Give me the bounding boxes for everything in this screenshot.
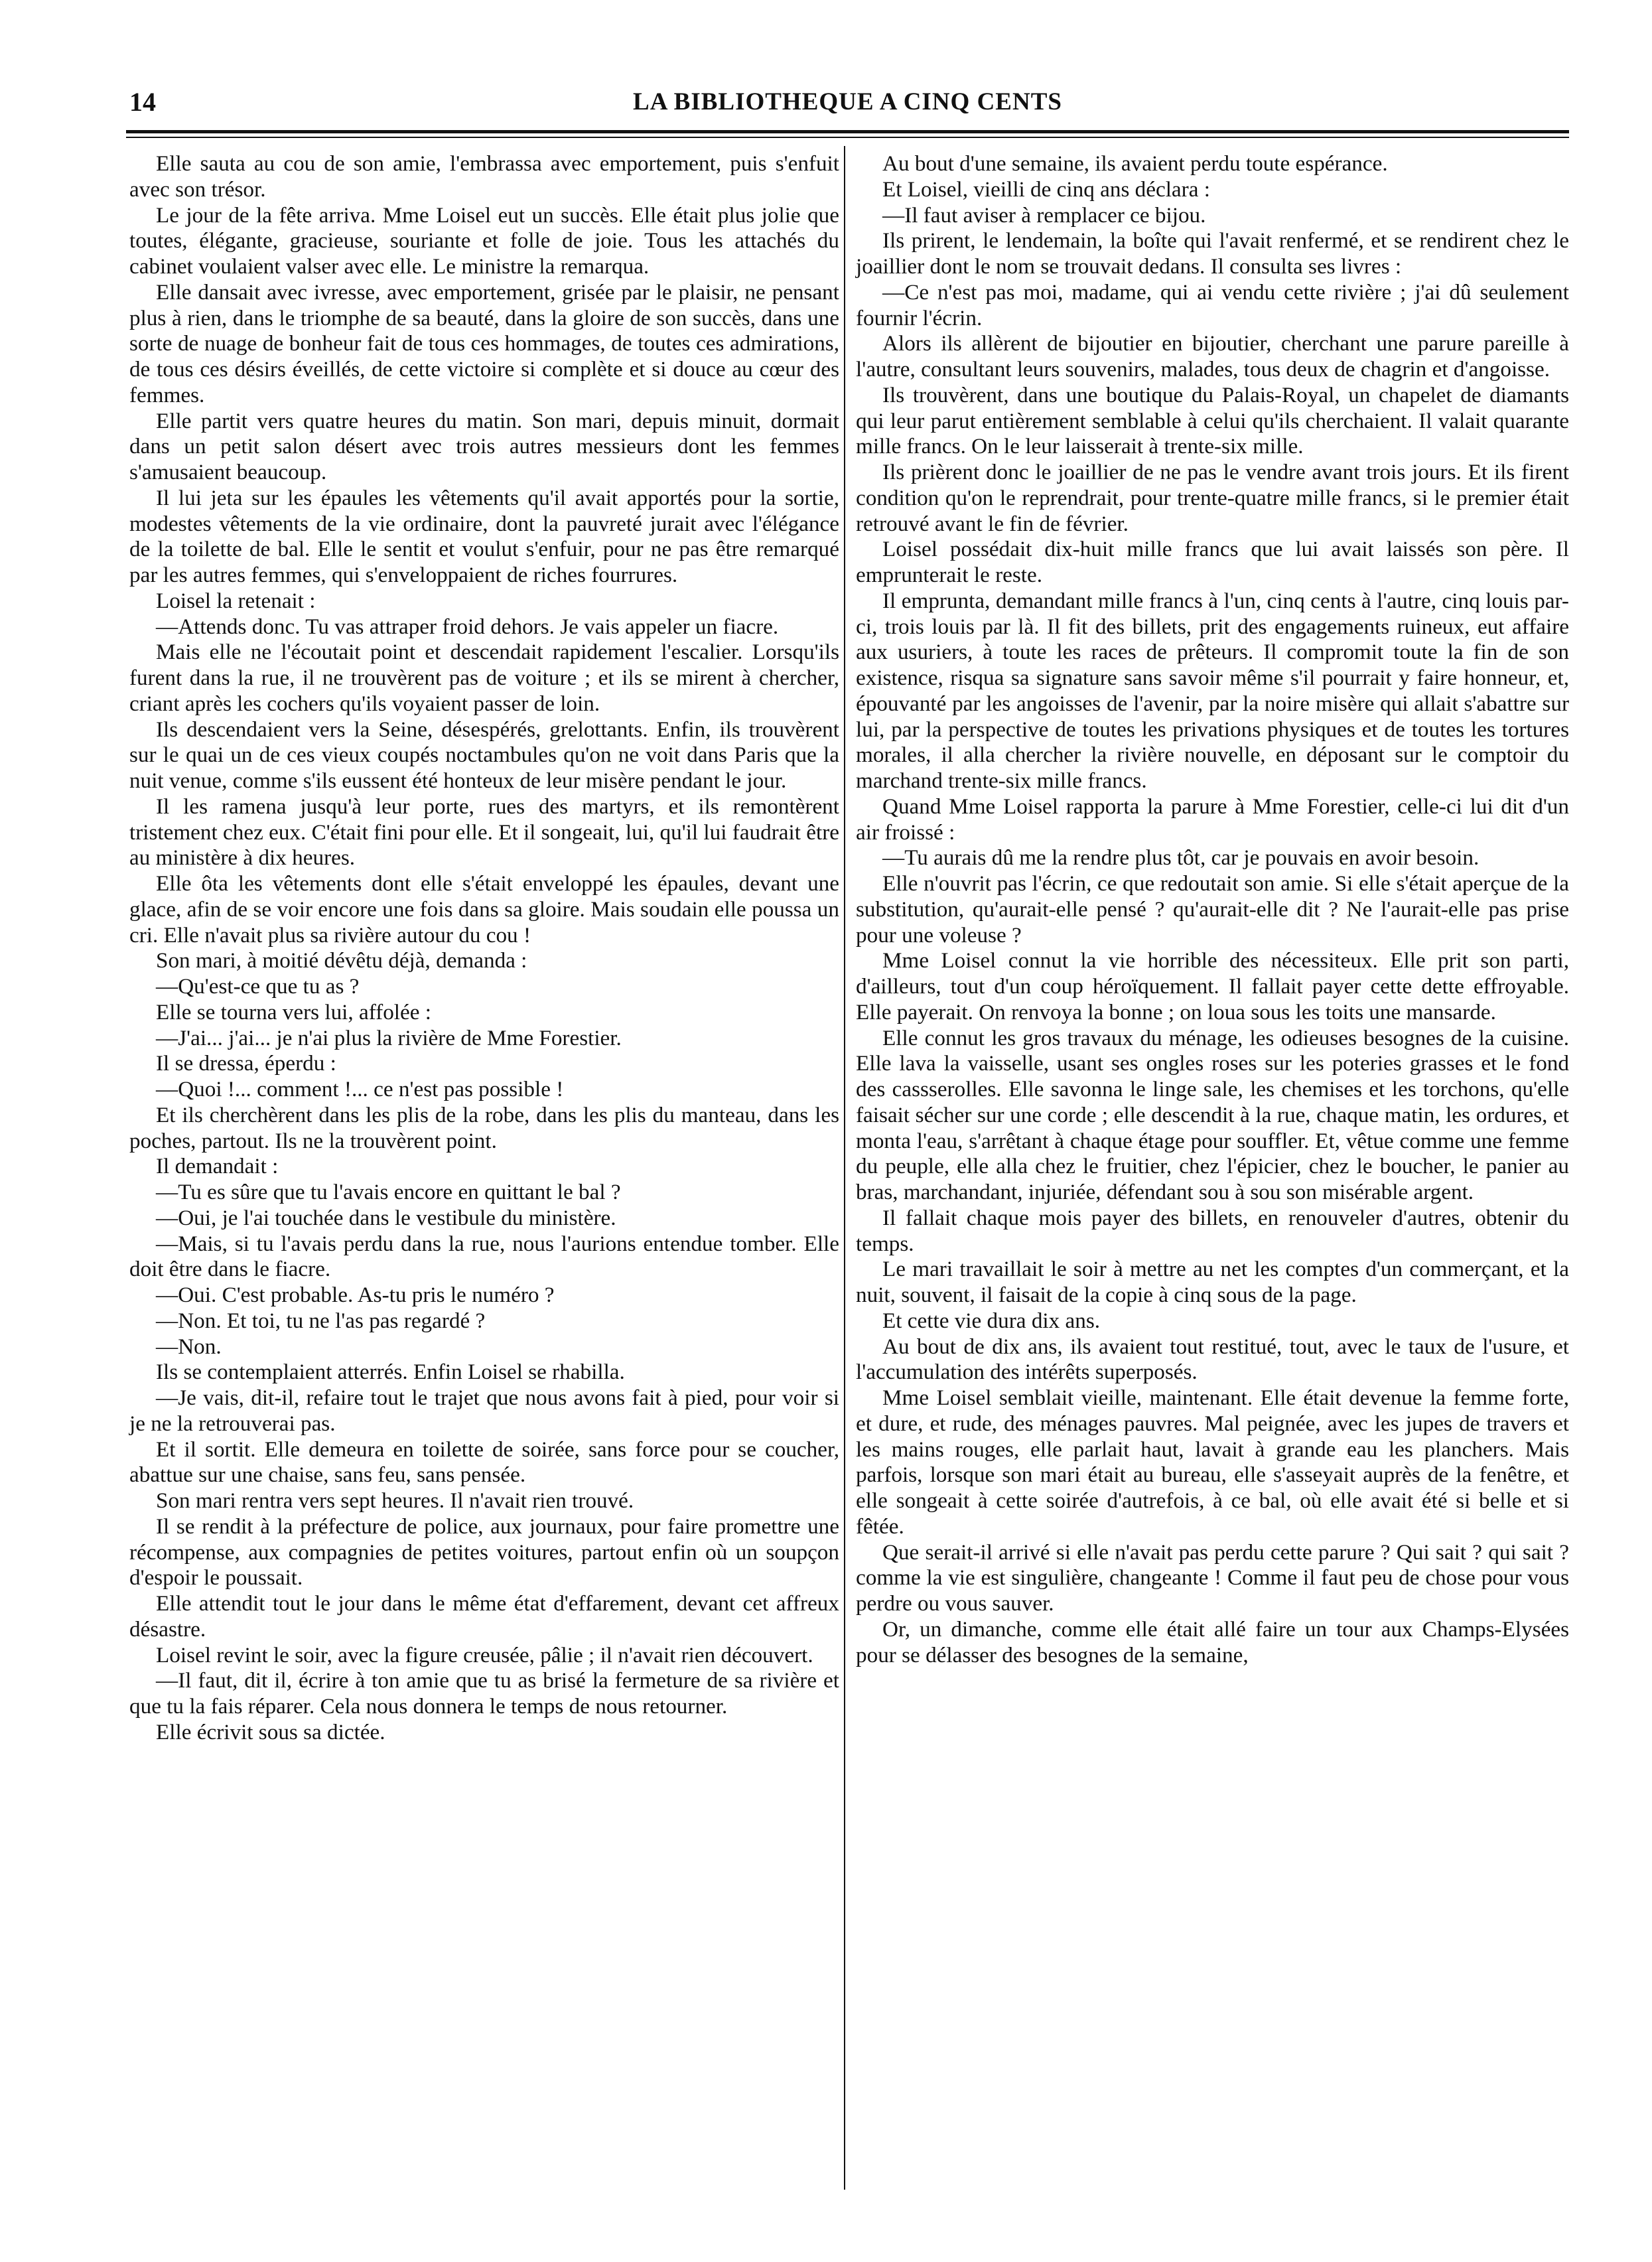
paragraph: Elle partit vers quatre heures du matin. Son mari, depuis minuit, dormait dans un petit salon désert avec trois autres messieurs dont les femmes s'amusaient beaucoup.	[129, 408, 839, 484]
paragraph: Mais elle ne l'écoutait point et descendait rapidement l'escalier. Lorsqu'ils furent dans la rue, il ne trouvèrent pas de voiture ; et ils se mirent à chercher, criant après les cochers qu'ils voyaient passer de loin.	[129, 640, 839, 716]
right-column	[856, 151, 1569, 1668]
paragraph: Elle ôta les vêtements dont elle s'était enveloppé les épaules, devant une glace, afin de se voir encore une fois dans sa gloire. Mais soudain elle poussa un cri. Elle n'avait plus sa rivière autour du cou !	[129, 871, 839, 948]
paragraph: Ils se contemplaient atterrés. Enfin Loisel se rhabilla.	[156, 1360, 625, 1385]
paragraph: Le mari travaillait le soir à mettre au net les comptes d'un commerçant, et la nuit, souvent, il faisait de la copie à cinq sous de la page.	[856, 1257, 1569, 1307]
paragraph: Ils prirent, le lendemain, la boîte qui l'avait renfermé, et se rendirent chez le joaillier dont le nom se trouvait dedans. Il consulta ses livres :	[856, 228, 1569, 279]
page-header	[129, 86, 1566, 126]
paragraph: Il lui jeta sur les épaules les vêtements qu'il avait apportés pour la sortie, modestes vêtements de la vie ordinaire, dont la pauvreté jurait avec l'élégance de la toilette de bal. Elle le sentit et voulut s'enfuir, pour ne pas être remarqué par les autres femmes, qui s'enveloppaient de riches fourrures.	[129, 485, 839, 587]
paragraph: —Qu'est-ce que tu as ?	[156, 974, 360, 999]
column-divider	[844, 146, 845, 2190]
paragraph: Elle dansait avec ivresse, avec emportement, grisée par le plaisir, ne pensant plus à rien, dans le triomphe de sa beauté, dans la gloire de son succès, dans une sorte de nuage de bonheur fait de tous ces hommages, de toutes ces admirations, de tous ces désirs éveillés, de cette victoire si complète et si douce au cœur des femmes.	[129, 279, 839, 407]
paragraph: —Il faut aviser à remplacer ce bijou.	[882, 202, 1206, 228]
running-title: LA BIBLIOTHEQUE A CINQ CENTS	[633, 88, 1062, 115]
paragraph: —Mais, si tu l'avais perdu dans la rue, nous l'aurions entendue tomber. Elle doit être dans le fiacre.	[129, 1231, 839, 1282]
header-rule-thick	[126, 130, 1569, 133]
paragraph: —Ce n'est pas moi, madame, qui ai vendu cette rivière ; j'ai dû seulement fournir l'écrin.	[856, 279, 1569, 330]
paragraph: Loisel la retenait :	[156, 588, 316, 613]
paragraph: Et ils cherchèrent dans les plis de la robe, dans les plis du manteau, dans les poches, partout. Ils ne la trouvèrent point.	[129, 1102, 839, 1153]
paragraph: —Non. Et toi, tu ne l'as pas regardé ?	[156, 1308, 486, 1333]
paragraph: —Oui, je l'ai touchée dans le vestibule du ministère.	[156, 1205, 616, 1230]
paragraph: Mme Loisel semblait vieille, maintenant. Elle était devenue la femme forte, et dure, et rude, des ménages pauvres. Mal peignée, avec les jupes de travers et les mains rouges, elle parlait haut, lavait à grande eau les planchers. Mais parfois, lorsque son mari était au bureau, elle s'asseyait auprès de la fenêtre, et elle songeait à cette soirée d'autrefois, à ce bal, où elle avait été si belle et si fêtée.	[856, 1385, 1569, 1539]
paragraph: Elle écrivit sous sa dictée.	[156, 1719, 385, 1744]
paragraph: Loisel possédait dix-huit mille francs que lui avait laissés son père. Il emprunterait le reste.	[856, 537, 1569, 587]
paragraph: Ils descendaient vers la Seine, désespérés, grelottants. Enfin, ils trouvèrent sur le quai un de ces vieux coupés noctambules qu'on ne voit dans Paris que la nuit venue, comme s'ils eussent été honteux de leur misère pendant le jour.	[129, 717, 839, 793]
paragraph: Et cette vie dura dix ans.	[882, 1308, 1101, 1333]
paragraph: Or, un dimanche, comme elle était allé faire un tour aux Champs-Elysées pour se délasser des besognes de la semaine,	[856, 1616, 1569, 1667]
paragraph: Son mari rentra vers sept heures. Il n'avait rien trouvé.	[156, 1488, 634, 1513]
header-rule-thin	[126, 137, 1569, 138]
paragraph: Et il sortit. Elle demeura en toilette de soirée, sans force pour se coucher, abattue sur une chaise, sans feu, sans pensée.	[129, 1437, 839, 1488]
paragraph: —Tu aurais dû me la rendre plus tôt, car je pouvais en avoir besoin.	[882, 845, 1480, 871]
paragraph: Elle se tourna vers lui, affolée :	[156, 999, 432, 1025]
paragraph: Il se rendit à la préfecture de police, aux journaux, pour faire promettre une récompense, aux compagnies de petites voitures, partout enfin où un soupçon d'espoir le poussait.	[129, 1514, 839, 1590]
paragraph: Au bout de dix ans, ils avaient tout restitué, tout, avec le taux de l'usure, et l'accumulation des intérêts superposés.	[856, 1334, 1569, 1385]
paragraph: —Je vais, dit-il, refaire tout le trajet que nous avons fait à pied, pour voir si je ne la retrouverai pas.	[129, 1385, 839, 1436]
paragraph: —Tu es sûre que tu l'avais encore en quittant le bal ?	[156, 1180, 621, 1204]
paragraph: Elle n'ouvrit pas l'écrin, ce que redoutait son amie. Si elle s'était aperçue de la substitution, qu'aurait-elle pensé ? qu'aurait-elle dit ? Ne l'aurait-elle pas prise pour une voleuse ?	[856, 871, 1569, 948]
paragraph: Elle sauta au cou de son amie, l'embrassa avec emportement, puis s'enfuit avec son trésor.	[129, 151, 839, 202]
paragraph: Quand Mme Loisel rapporta la parure à Mme Forestier, celle-ci lui dit d'un air froissé :	[856, 794, 1569, 845]
paragraph: Au bout d'une semaine, ils avaient perdu toute espérance.	[882, 151, 1388, 176]
paragraph: Elle connut les gros travaux du ménage, les odieuses besognes de la cuisine. Elle lava la vaisselle, usant ses ongles roses sur les poteries grasses et le fond des cassserolles. Elle savonna le linge sale, les chemises et les torchons, qu'elle faisait sécher sur une corde ; elle descendit à la rue, chaque matin, les ordures, et monta l'eau, s'arrêtant à chaque étage pour souffler. Et, vêtue comme une femme du peuple, elle alla chez le fruitier, chez l'épicier, chez le boucher, le panier au bras, marchandant, injuriée, défendant sou à sou son misérable argent.	[856, 1025, 1569, 1204]
paragraph: —Quoi !... comment !... ce n'est pas possible !	[156, 1077, 564, 1101]
paragraph: Il fallait chaque mois payer des billets, en renouveler d'autres, obtenir du temps.	[856, 1205, 1569, 1256]
paragraph: Alors ils allèrent de bijoutier en bijoutier, cherchant une parure pareille à l'autre, consultant leurs souvenirs, malades, tous deux de chagrin et d'angoisse.	[856, 331, 1569, 382]
paragraph: —Il faut, dit il, écrire à ton amie que tu as brisé la fermeture de sa rivière et que tu la fais réparer. Cela nous donnera le temps de nous retourner.	[129, 1668, 839, 1719]
paragraph: —J'ai... j'ai... je n'ai plus la rivière de Mme Forestier.	[156, 1025, 622, 1050]
left-column	[129, 151, 839, 1746]
paragraph: Loisel revint le soir, avec la figure creusée, pâlie ; il n'avait rien découvert.	[156, 1642, 813, 1667]
paragraph: Il les ramena jusqu'à leur porte, rues des martyrs, et ils remontèrent tristement chez eux. C'était fini pour elle. Et il songeait, lui, qu'il lui faudrait être au ministère à dix heures.	[129, 794, 839, 871]
paragraph: —Non.	[156, 1334, 222, 1359]
paragraph: Il emprunta, demandant mille francs à l'un, cinq cents à l'autre, cinq louis par-ci, trois louis par là. Il fit des billets, prit des engagements ruineux, eut affaire aux usuriers, à toute les races de prêteurs. Il compromit toute la fin de son existence, risqua sa signature sans savoir même s'il pourrait y faire honneur, et, épouvanté par les angoisses de l'avenir, par la noire misère qui allait s'abattre sur lui, par la perspective de toutes les privations physiques et de toutes les tortures morales, il alla chercher la rivière nouvelle, en déposant sur le comptoir du marchand trente-six mille francs.	[856, 588, 1569, 793]
paragraph: Le jour de la fête arriva. Mme Loisel eut un succès. Elle était plus jolie que toutes, élégante, gracieuse, souriante et folle de joie. Tous les attachés du cabinet voulaient valser avec elle. Le ministre la remarqua.	[129, 202, 839, 279]
paragraph: Il demandait :	[156, 1154, 279, 1179]
paragraph: Ils prièrent donc le joaillier de ne pas le vendre avant trois jours. Et ils firent condition qu'on le reprendrait, pour trente-quatre mille francs, si le premier était retrouvé avant le fin de février.	[856, 460, 1569, 536]
paragraph: Elle attendit tout le jour dans le même état d'effarement, devant cet affreux désastre.	[129, 1591, 839, 1642]
paragraph: —Oui. C'est probable. As-tu pris le numéro ?	[156, 1283, 555, 1307]
paragraph: Il se dressa, éperdu :	[156, 1051, 336, 1076]
paragraph: Et Loisel, vieilli de cinq ans déclara :	[882, 177, 1210, 202]
paragraph: —Attends donc. Tu vas attraper froid dehors. Je vais appeler un fiacre.	[156, 614, 779, 639]
paragraph: Mme Loisel connut la vie horrible des nécessiteux. Elle prit son parti, d'ailleurs, tout d'un coup héroïquement. Il fallait payer cette dette effroyable. Elle payerait. On renvoya la bonne ; on loua sous les toits une mansarde.	[856, 948, 1569, 1025]
paragraph: Que serait-il arrivé si elle n'avait pas perdu cette parure ? Qui sait ? qui sait ? comme la vie est singulière, changeante ! Comme il faut peu de chose pour vous perdre ou vous sauver.	[856, 1539, 1569, 1616]
paragraph: Son mari, à moitié dévêtu déjà, demanda :	[156, 948, 527, 973]
paragraph: Ils trouvèrent, dans une boutique du Palais-Royal, un chapelet de diamants qui leur parut entièrement semblable à celui qu'ils cherchaient. Il valait quarante mille francs. On le leur laisserait à trente-six mille.	[856, 382, 1569, 459]
page-number: 14	[129, 87, 156, 117]
